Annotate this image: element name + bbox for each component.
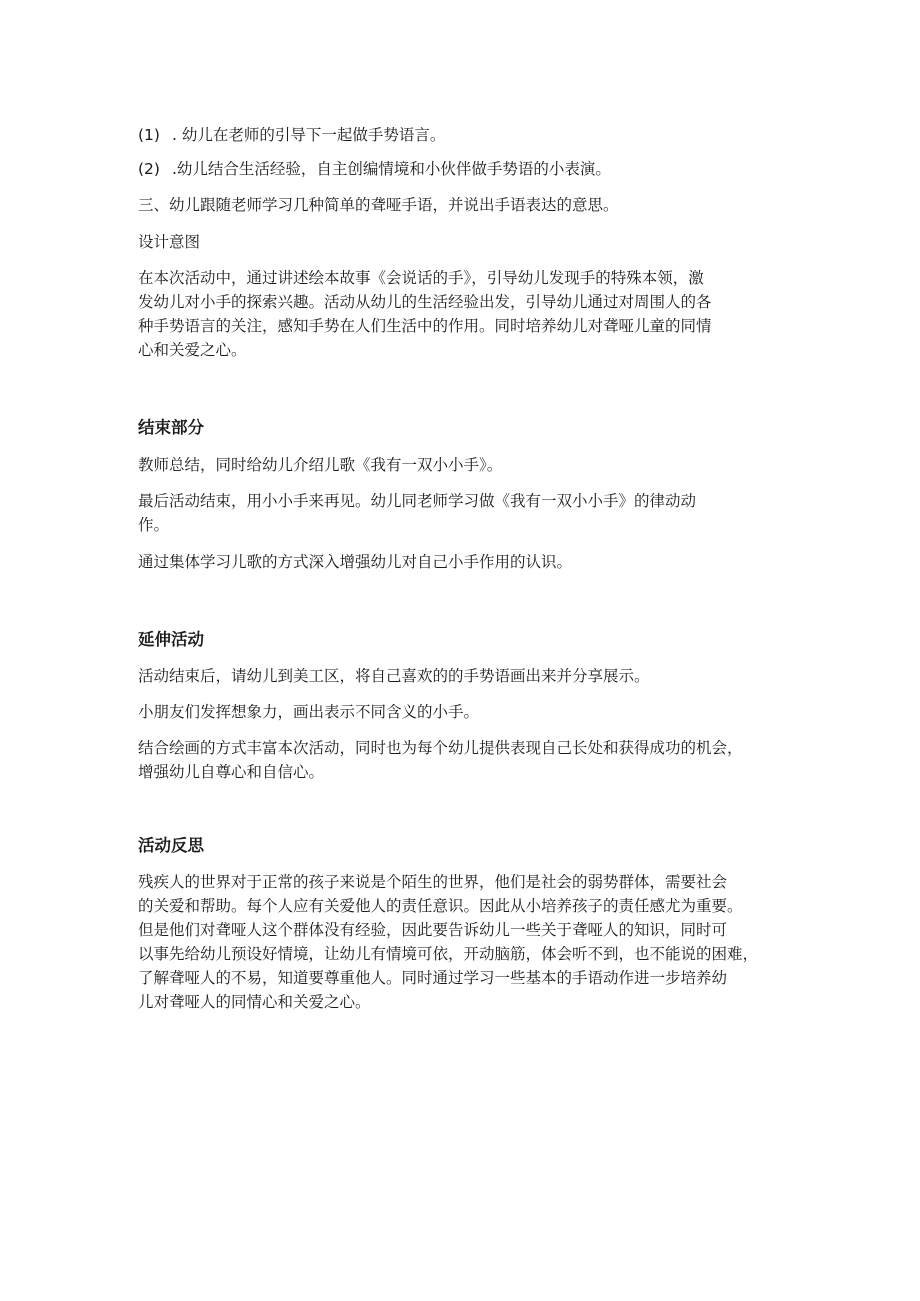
- ending-heading: 结束部分: [138, 418, 204, 437]
- reflection-line: 但是他们对聋哑人这个群体没有经验，因此要告诉幼儿一些关于聋哑人的知识，同时可: [138, 921, 728, 939]
- extension-paragraph-line: 增强幼儿自尊心和自信心。: [138, 763, 325, 781]
- step-item-2: [138, 157, 611, 181]
- reflection-line: 的关爱和帮助。每个人应有关爱他人的责任意识。因此从小培养孩子的责任感尤为重要。: [138, 897, 743, 915]
- step-item-1: [138, 123, 445, 147]
- extension-paragraph-line: 结合绘画的方式丰富本次活动，同时也为每个幼儿提供表现自己长处和获得成功的机会，: [138, 739, 743, 757]
- extension-paragraph: 小朋友们发挥想象力，画出表示不同含义的小手。: [138, 703, 480, 721]
- ending-paragraph-line: 最后活动结束，用小小手来再见。幼儿同老师学习做《我有一双小小手》的律动动: [138, 492, 697, 510]
- reflection-heading: 活动反思: [138, 836, 204, 855]
- design-intent-line: 心和关爱之心。: [138, 341, 247, 359]
- extension-heading: 延伸活动: [138, 630, 204, 649]
- step-three: 三、幼儿跟随老师学习几种简单的聋哑手语，并说出手语表达的意思。: [138, 196, 619, 214]
- reflection-line: 儿对聋哑人的同情心和关爱之心。: [138, 993, 371, 1011]
- extension-paragraph: 活动结束后，请幼儿到美工区，将自己喜欢的的手势语画出来并分享展示。: [138, 667, 650, 685]
- step-text: . 幼儿在老师的引导下一起做手势语言。: [171, 126, 446, 144]
- ending-paragraph-line: 作。: [138, 516, 170, 534]
- ending-paragraph: 教师总结，同时给幼儿介绍儿歌《我有一双小小手》。: [138, 456, 503, 474]
- design-intent-title: 设计意图: [138, 233, 201, 251]
- design-intent-line: 发幼儿对小手的探索兴趣。活动从幼儿的生活经验出发，引导幼儿通过对周围人的各: [138, 293, 712, 311]
- reflection-line: 了解聋哑人的不易，知道要尊重他人。同时通过学习一些基本的手语动作进一步培养幼: [138, 969, 728, 987]
- step-number: (2): [138, 160, 160, 178]
- ending-paragraph: 通过集体学习儿歌的方式深入增强幼儿对自己小手作用的认识。: [138, 553, 573, 571]
- reflection-line: 以事先给幼儿预设好情境，让幼儿有情境可依，开动脑筋，体会听不到，也不能说的困难，: [138, 945, 759, 963]
- step-text: .幼儿结合生活经验，自主创编情境和小伙伴做手势语的小表演。: [171, 160, 611, 178]
- design-intent-line: 种手势语言的关注，感知手势在人们生活中的作用。同时培养幼儿对聋哑儿童的同情: [138, 317, 712, 335]
- design-intent-line: 在本次活动中，通过讲述绘本故事《会说话的手》，引导幼儿发现手的特殊本领，激: [138, 269, 704, 287]
- step-number: (1): [138, 126, 160, 144]
- reflection-line: 残疾人的世界对于正常的孩子来说是个陌生的世界，他们是社会的弱势群体，需要社会: [138, 873, 728, 891]
